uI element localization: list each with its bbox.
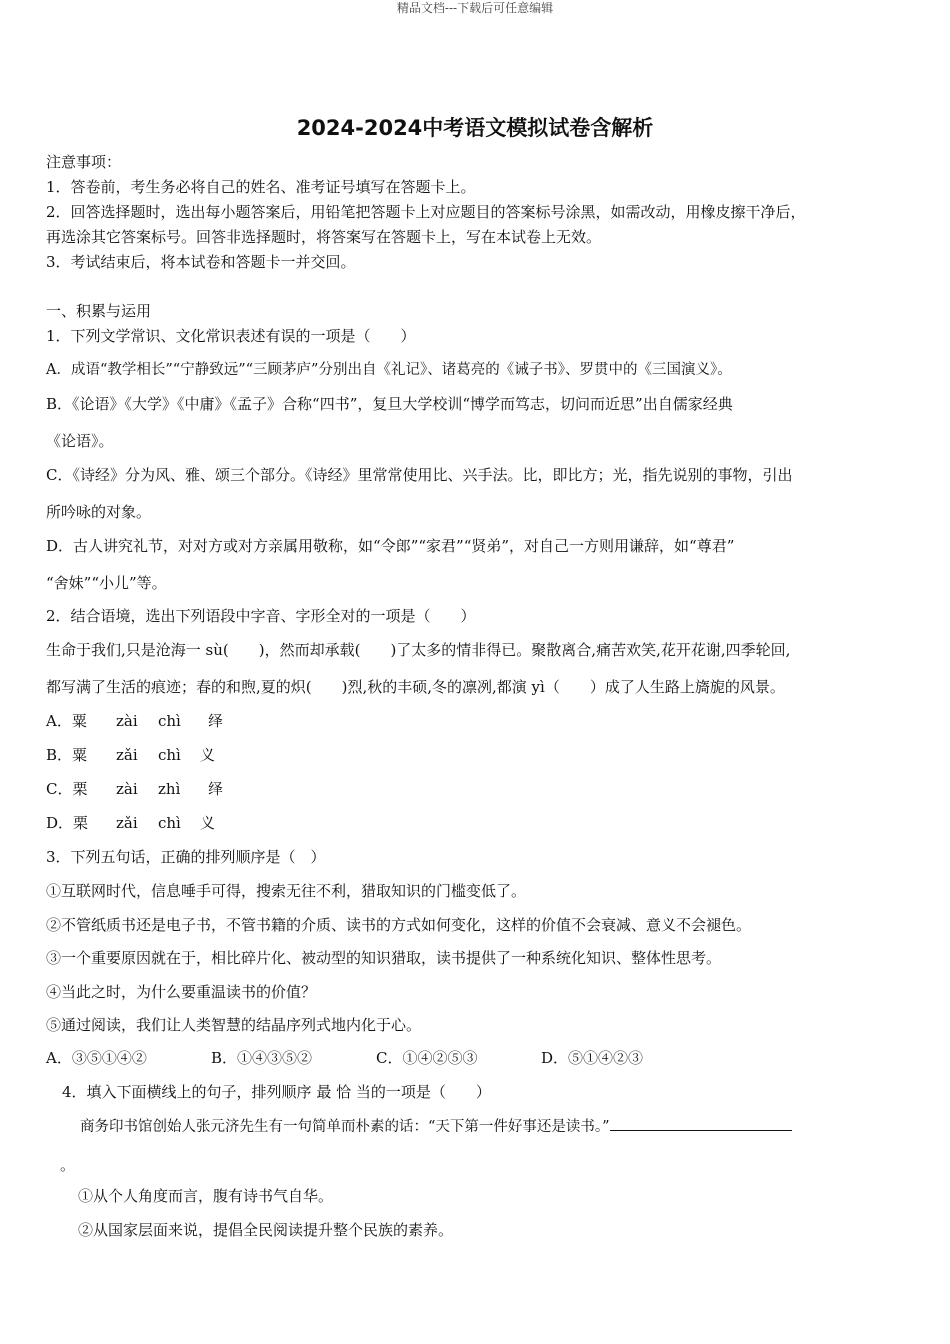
q3-option-c: C．①④②⑤③ bbox=[376, 1049, 478, 1067]
q2-option-b bbox=[46, 745, 215, 765]
option-letter: B．粟 bbox=[46, 746, 88, 764]
q3-option-d: D．⑤①④②③ bbox=[541, 1049, 644, 1067]
option-char: 绎 bbox=[208, 780, 224, 798]
option-pinyin: zǎi bbox=[116, 814, 138, 832]
option-pinyin: zǎi bbox=[116, 746, 138, 764]
q2-passage-cont: 都写满了生活的痕迹；春的和煦,夏的炽( )烈,秋的丰硕,冬的凛冽,都演 yì（ ）成了人生路上旖旎的风景。 bbox=[46, 678, 785, 696]
q4-passage-end: 。 bbox=[60, 1156, 76, 1174]
page-header: 精品文档---下载后可任意编辑 bbox=[396, 1, 554, 15]
notice-item: 2．回答选择题时，选出每小题答案后，用铅笔把答题卡上对应题目的答案标号涂黑，如需改动，用橡皮擦干净后， bbox=[46, 203, 806, 221]
option-pinyin: zài bbox=[116, 780, 138, 798]
option-pinyin: chì bbox=[158, 746, 181, 764]
option-pinyin: chì bbox=[158, 712, 181, 730]
option-pinyin: zài bbox=[116, 712, 138, 730]
q3-sentence-3: ③一个重要原因就在于，相比碎片化、被动型的知识猎取，读书提供了一种系统化知识、整体性思考。 bbox=[46, 949, 722, 967]
q3-sentence-2: ②不管纸质书还是电子书，不管书籍的介质、读书的方式如何变化，这样的价值不会衰减、意义不会褪色。 bbox=[46, 916, 752, 934]
q4-passage bbox=[80, 1116, 792, 1137]
section-heading: 一、积累与运用 bbox=[46, 302, 152, 320]
q4-sentence-1: ①从个人角度而言，腹有诗书气自华。 bbox=[78, 1187, 334, 1205]
q2-option-c bbox=[46, 779, 223, 799]
option-pinyin: zhì bbox=[158, 780, 181, 798]
q1-option-b-cont: 《论语》。 bbox=[46, 432, 114, 450]
q1-option-d: D．古人讲究礼节，对对方或对方亲属用敬称，如“令郎”“家君”“贤弟”，对自己一方则用谦辞，如“尊君” bbox=[46, 537, 735, 555]
q4-passage-text: 商务印书馆创始人张元济先生有一句简单而朴素的话：“天下第一件好事还是读书。” bbox=[80, 1119, 610, 1135]
notice-item: 1．答卷前，考生务必将自己的姓名、准考证号填写在答题卡上。 bbox=[46, 178, 476, 196]
notice-heading: 注意事项： bbox=[46, 153, 122, 171]
q2-passage: 生命于我们,只是沧海一 sù( )，然而却承载( )了太多的情非得已。聚散离合,痛苦欢笑,花开花谢,四季轮回, bbox=[46, 641, 791, 659]
option-pinyin: chì bbox=[158, 814, 181, 832]
q3-sentence-1: ①互联网时代，信息唾手可得，搜索无往不利，猎取知识的门槛变低了。 bbox=[46, 882, 527, 900]
answer-blank[interactable] bbox=[610, 1116, 792, 1131]
option-letter: A．粟 bbox=[46, 712, 87, 730]
q2-stem: 2．结合语境，选出下列语段中字音、字形全对的一项是（ ） bbox=[46, 607, 476, 625]
q3-sentence-4: ④当此之时，为什么要重温读书的价值？ bbox=[46, 983, 317, 1001]
notice-item: 3．考试结束后，将本试卷和答题卡一并交回。 bbox=[46, 253, 356, 271]
notice-item: 再选涂其它答案标号。回答非选择题时，将答案写在答题卡上，写在本试卷上无效。 bbox=[46, 228, 602, 246]
option-letter: C．栗 bbox=[46, 780, 88, 798]
q3-option-b: B．①④③⑤② bbox=[211, 1049, 313, 1067]
q1-option-c-cont: 所吟咏的对象。 bbox=[46, 503, 152, 521]
q3-stem: 3．下列五句话，正确的排列顺序是（ ） bbox=[46, 848, 326, 866]
q1-option-a: A．成语“教学相长”“宁静致远”“三顾茅庐”分别出自《礼记》、诸葛亮的《诫子书》、罗贯中的《三国演义》。 bbox=[46, 362, 732, 378]
q2-option-a bbox=[46, 711, 223, 731]
q1-option-d-cont: “舍妹”“小儿”等。 bbox=[46, 574, 167, 592]
option-letter: D．栗 bbox=[46, 814, 89, 832]
q3-sentence-5: ⑤通过阅读，我们让人类智慧的结晶序列式地内化于心。 bbox=[46, 1016, 422, 1034]
option-char: 绎 bbox=[208, 712, 224, 730]
q4-sentence-2: ②从国家层面来说，提倡全民阅读提升整个民族的素养。 bbox=[78, 1221, 454, 1239]
q3-option-a: A．③⑤①④② bbox=[46, 1049, 147, 1067]
q1-option-b: B．《论语》《大学》《中庸》《孟子》合称“四书”，复旦大学校训“博学而笃志，切问而近思”出自儒家经典 bbox=[46, 395, 733, 413]
q3-options bbox=[46, 1048, 643, 1068]
q4-stem: 4．填入下面横线上的句子，排列顺序 最 恰 当的一项是（ ） bbox=[62, 1083, 491, 1101]
page-title: 2024-2024中考语文模拟试卷含解析 bbox=[296, 116, 654, 140]
q2-option-d bbox=[46, 813, 215, 833]
option-char: 义 bbox=[200, 746, 216, 764]
option-char: 义 bbox=[200, 814, 216, 832]
q1-option-c: C．《诗经》分为风、雅、颂三个部分。《诗经》里常常使用比、兴手法。比，即比方；光，指先说别的事物，引出 bbox=[46, 466, 793, 484]
q1-stem: 1．下列文学常识、文化常识表述有误的一项是（ ） bbox=[46, 327, 416, 345]
